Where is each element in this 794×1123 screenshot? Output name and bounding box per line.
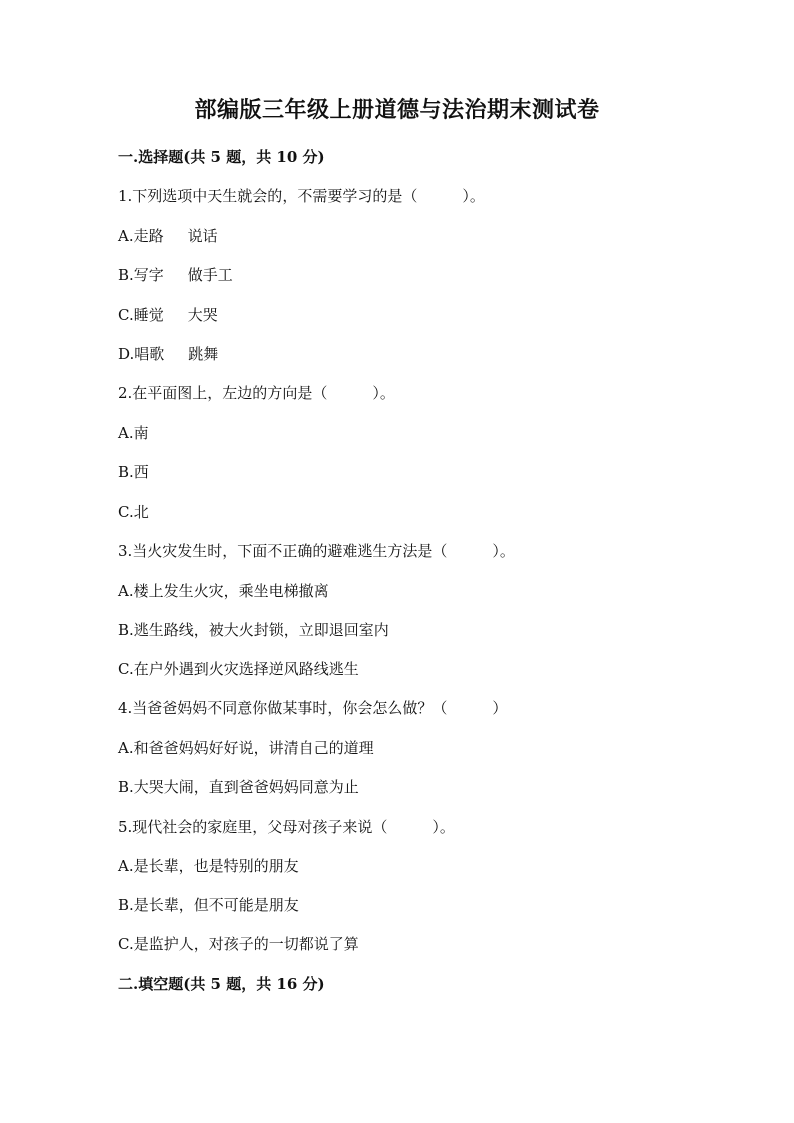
option-4b: B.大哭大闹，直到爸爸妈妈同意为止 [118,778,359,796]
option-extra: 做手工 [187,266,233,284]
option-4a: A.和爸爸妈妈好好说，讲清自己的道理 [118,739,374,757]
option-extra: 大哭 [187,306,218,324]
option-2c: C.北 [118,503,149,521]
option-3c: C.在户外遇到火灾选择逆风路线逃生 [118,660,359,678]
option-label: D.唱歌 [118,345,165,363]
option-5b: B.是长辈，但不可能是朋友 [118,896,299,914]
question-5: 5.现代社会的家庭里，父母对孩子来说（ ）。 [118,818,455,836]
question-1: 1.下列选项中天生就会的，不需要学习的是（ ）。 [118,187,485,205]
option-label: C.睡觉 [118,306,164,324]
option-label: A.走路 [118,227,164,245]
option-1a [118,225,218,247]
option-5c: C.是监护人，对孩子的一切都说了算 [118,935,359,953]
option-1d [118,343,218,365]
option-extra: 说话 [187,227,218,245]
option-2b: B.西 [118,463,149,481]
section-heading-choice: 一.选择题(共 5 题，共 10 分) [118,148,325,166]
question-3: 3.当火灾发生时，下面不正确的避难逃生方法是（ ）。 [118,542,515,560]
option-extra: 跳舞 [188,345,219,363]
section-heading-fill: 二.填空题(共 5 题，共 16 分) [118,975,325,993]
question-2: 2.在平面图上，左边的方向是（ ）。 [118,384,395,402]
option-2a: A.南 [118,424,149,442]
option-1c [118,304,218,326]
page-title: 部编版三年级上册道德与法治期末测试卷 [194,97,600,123]
option-label: B.写字 [118,266,164,284]
option-3a: A.楼上发生火灾，乘坐电梯撤离 [118,582,329,600]
option-3b: B.逃生路线，被大火封锁，立即退回室内 [118,621,389,639]
question-4: 4.当爸爸妈妈不同意你做某事时，你会怎么做？（ ） [118,699,508,717]
option-5a: A.是长辈，也是特别的朋友 [118,857,299,875]
option-1b [118,264,233,286]
